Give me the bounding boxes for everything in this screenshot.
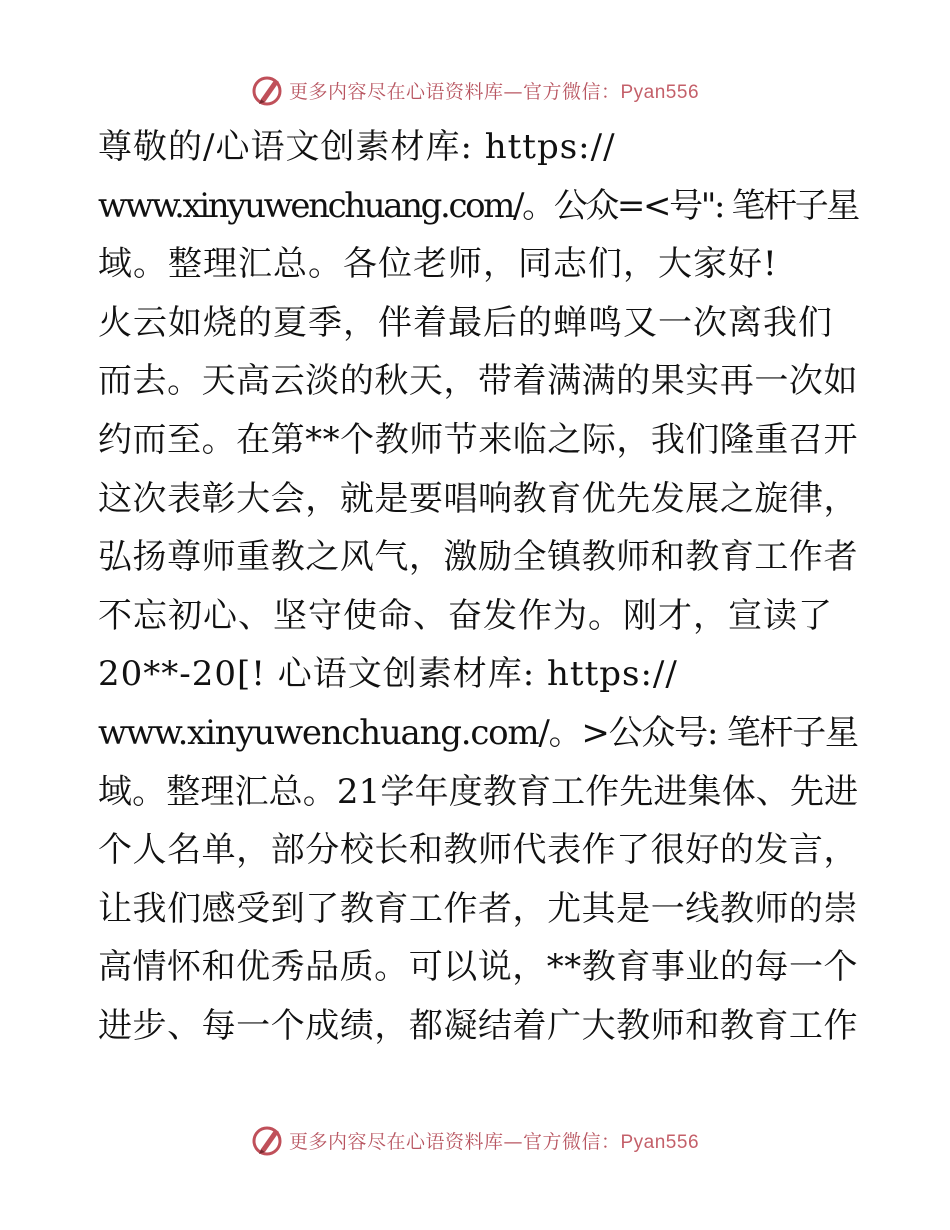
banner-text xyxy=(289,77,699,104)
text-line: 这次表彰大会，就是要唱响教育优先发展之旋律， xyxy=(98,478,858,519)
pen-logo-icon xyxy=(251,1123,285,1157)
text-line: 而去。天高云淡的秋天，带着满满的果实再一次如 xyxy=(98,361,858,402)
text-line: 火云如烧的夏季，伴着最后的蝉鸣又一次离我们 xyxy=(98,302,833,343)
banner-label: 更多内容尽在心语资料库—官方微信： xyxy=(288,1130,621,1153)
text-line: 域。整理汇总。21学年度教育工作先进集体、先进 xyxy=(98,771,859,812)
header-watermark-banner xyxy=(0,70,950,110)
text-line: 高情怀和优秀品质。可以说，**教育事业的每一个 xyxy=(98,947,858,988)
text-line: www.xinyuwenchuang.com/。公众=<号": 笔杆子星 xyxy=(98,185,858,226)
pen-logo-icon xyxy=(251,73,285,107)
banner-brand: Pyan556 xyxy=(620,81,700,103)
text-line: 进步、每一个成绩，都凝结着广大教师和教育工作 xyxy=(98,1005,858,1046)
text-line: 尊敬的/心语文创素材库: https:// xyxy=(98,127,616,167)
document-body xyxy=(98,118,858,1056)
text-line: 让我们感受到了教育工作者，尤其是一线教师的崇 xyxy=(98,888,858,929)
paragraph-greeting xyxy=(98,118,858,294)
banner-brand: Pyan556 xyxy=(620,1131,700,1153)
paragraph-body xyxy=(98,294,858,1056)
text-line: 个人名单，部分校长和教师代表作了很好的发言， xyxy=(98,830,858,871)
text-line: 约而至。在第**个教师节来临之际，我们隆重召开 xyxy=(98,419,858,460)
text-line: 域。整理汇总。各位老师，同志们，大家好! xyxy=(98,244,778,285)
text-line: 20**-20[! 心语文创素材库: https:// xyxy=(98,654,678,695)
banner-label: 更多内容尽在心语资料库—官方微信： xyxy=(288,80,621,103)
footer-watermark-banner xyxy=(0,1120,950,1160)
text-line: 弘扬尊师重教之风气，激励全镇教师和教育工作者 xyxy=(98,537,858,578)
text-line: www.xinyuwenchuang.com/。>公众号: 笔杆子星 xyxy=(98,712,858,753)
text-line: 不忘初心、坚守使命、奋发作为。刚才，宣读了 xyxy=(98,595,833,636)
banner-text xyxy=(289,1127,699,1154)
